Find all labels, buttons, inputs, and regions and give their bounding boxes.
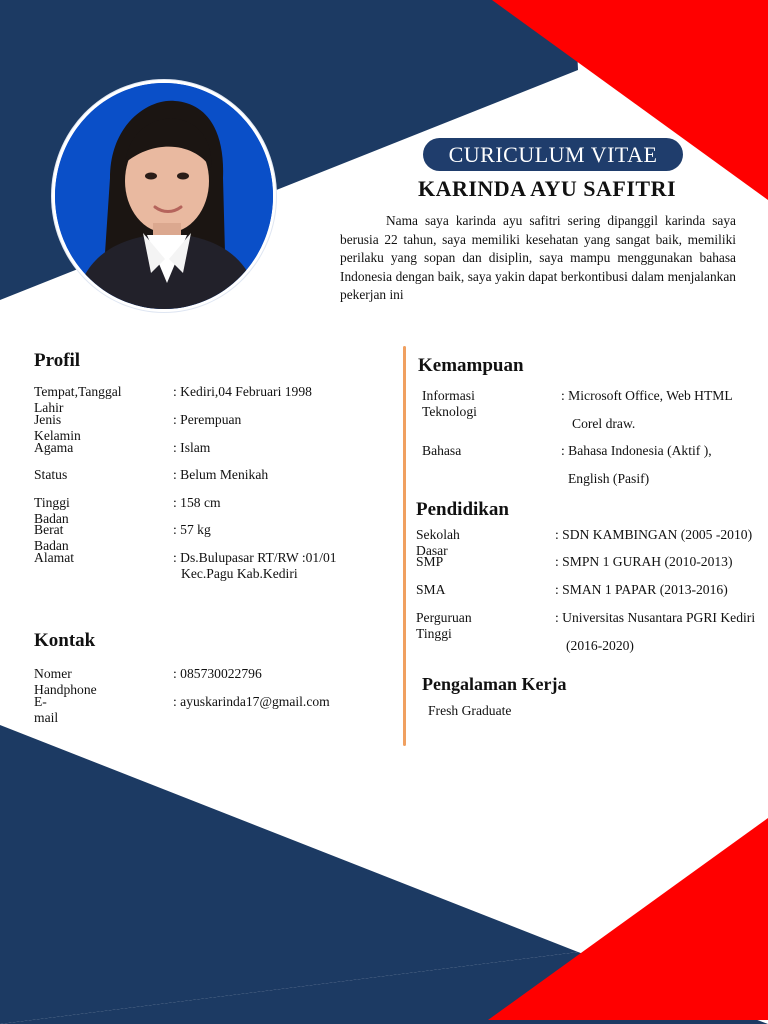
pendidikan-label: Sekolah Dasar <box>416 527 460 558</box>
pendidikan-label: Perguruan Tinggi <box>416 610 472 641</box>
profil-label: Status <box>34 467 68 482</box>
phone-value: : 085730022796 <box>173 666 262 681</box>
profil-value: : Ds.Bulupasar RT/RW :01/01 <box>173 550 337 565</box>
profil-value: : Perempuan <box>173 412 242 427</box>
kemampuan-value: : Bahasa Indonesia (Aktif ), <box>561 443 712 458</box>
profil-value: : Islam <box>173 440 211 455</box>
kemampuan-label: Bahasa <box>422 443 462 458</box>
profil-value-continued: Kec.Pagu Kab.Kediri <box>181 566 298 581</box>
profil-label: Jenis Kelamin <box>34 412 81 443</box>
profil-value: : Kediri,04 Februari 1998 <box>173 384 312 399</box>
profil-label: Agama <box>34 440 74 455</box>
profil-value: : 57 kg <box>173 522 211 537</box>
pendidikan-label: SMP <box>416 554 444 569</box>
profil-heading: Profil <box>34 350 81 371</box>
kontak-label: Nomer Handphone <box>34 666 97 697</box>
page-title: KARINDA AYU SAFITRI <box>417 176 677 201</box>
column-divider <box>403 346 406 746</box>
avatar-illustration <box>55 83 273 309</box>
profil-label: Tempat,Tanggal Lahir <box>34 384 122 415</box>
kemampuan-value-continued: English (Pasif) <box>568 471 650 486</box>
pengalaman-value: Fresh Graduate <box>428 703 512 718</box>
pendidikan-value-continued: (2016-2020) <box>566 638 634 653</box>
profile-photo <box>52 80 276 312</box>
pendidikan-value: : Universitas Nusantara PGRI Kediri <box>555 610 756 625</box>
profil-label: Tinggi Badan <box>34 495 70 526</box>
pendidikan-label: SMA <box>416 582 446 597</box>
profil-value: : Belum Menikah <box>173 467 269 482</box>
kemampuan-label: Informasi Teknologi <box>422 388 477 419</box>
kontak-heading: Kontak <box>34 630 96 651</box>
summary-paragraph: Nama saya karinda ayu safitri sering dipanggil karinda saya berusia 22 tahun, saya memiliki kesehatan yang sangat baik, memiliki perilaku yang sopan dan disiplin, saya mampu menggunakan bahasa Indonesia dengan baik, saya yakin dapat berkontibusi dalam menjalankan pekerjan ini <box>340 213 736 302</box>
profil-label: Berat Badan <box>34 522 69 553</box>
kemampuan-heading: Kemampuan <box>418 355 524 376</box>
pengalaman-heading: Pengalaman Kerja <box>422 674 567 694</box>
kemampuan-value-continued: Corel draw. <box>572 416 636 431</box>
profil-value: : 158 cm <box>173 495 221 510</box>
bottom-red-triangle <box>488 818 768 1020</box>
kemampuan-value: : Microsoft Office, Web HTML <box>561 388 733 403</box>
profil-label: Alamat <box>34 550 75 565</box>
curriculum-vitae-badge: CURICULUM VITAE <box>423 138 683 171</box>
kontak-label: E-mail <box>34 694 59 725</box>
pendidikan-value: : SDN KAMBINGAN (2005 -2010) <box>555 527 753 542</box>
pendidikan-value: : SMPN 1 GURAH (2010-2013) <box>555 554 733 569</box>
pendidikan-heading: Pendidikan <box>416 499 509 520</box>
pendidikan-value: : SMAN 1 PAPAR (2013-2016) <box>555 582 728 597</box>
email-value: : ayuskarinda17@gmail.com <box>173 694 330 709</box>
